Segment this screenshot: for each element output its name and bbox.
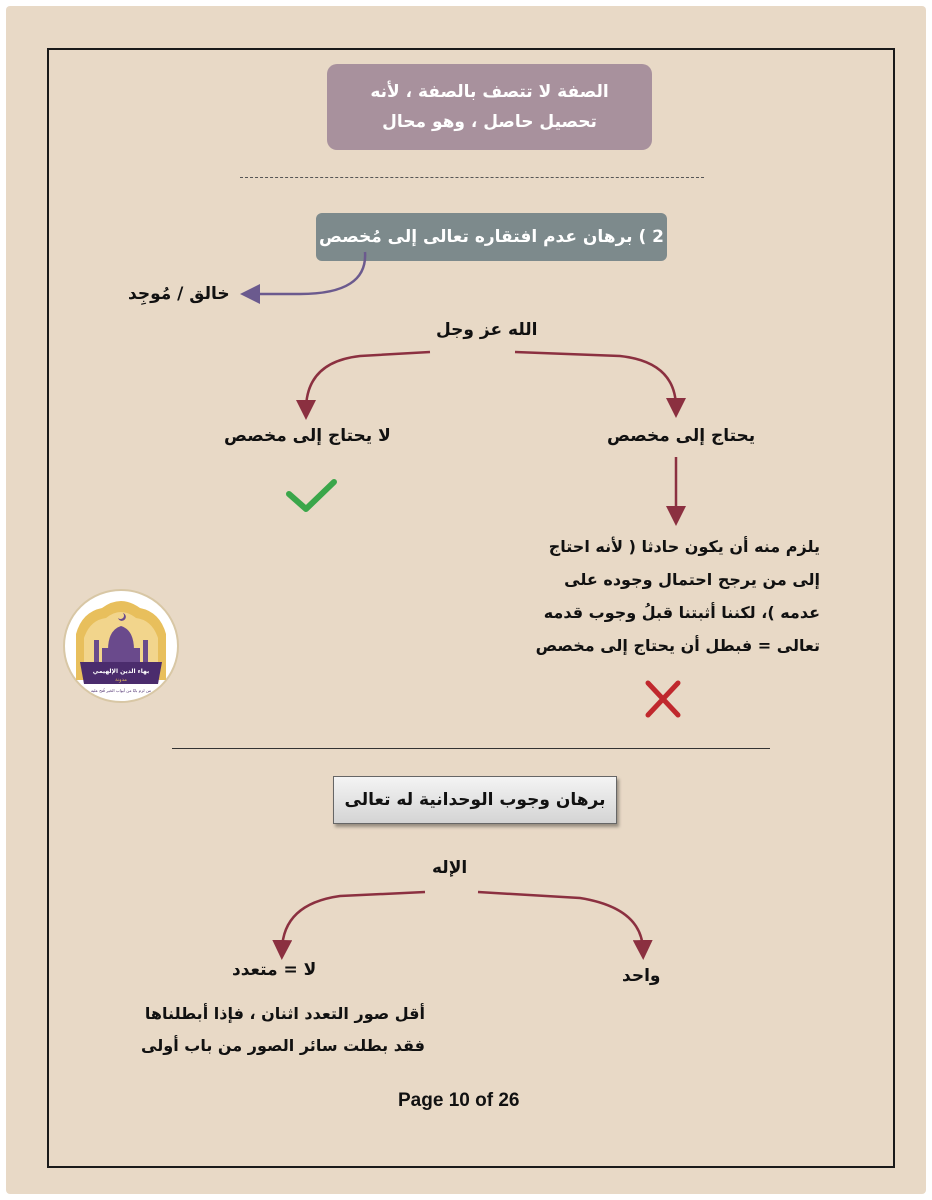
section-3-title: برهان وجوب الوحدانية له تعالى [333, 776, 617, 824]
explanation-line: فقد بطلت سائر الصور من باب أولى [141, 1036, 425, 1055]
arrow-to-one [478, 892, 643, 950]
page-number: Page 10 of 26 [398, 1090, 520, 1111]
logo-motto: من لزم بابًا من أبواب الخير فُتح عليه [90, 688, 152, 693]
creator-label: خالق / مُوجِد [128, 284, 230, 304]
section-2-title: 2 ) برهان عدم افتقاره تعالى إلى مُخصص [316, 213, 667, 261]
branch-multiple: لا = متعدد [232, 960, 317, 980]
arrow-to-creator [250, 252, 365, 294]
root-god: الإله [432, 858, 468, 878]
arrow-to-multiple [282, 892, 425, 950]
logo-name: بهاء الدين الإلهيمي [92, 668, 150, 675]
root-allah: الله عز وجل [436, 320, 538, 340]
branch-no-need: لا يحتاج إلى مخصص [224, 426, 391, 446]
check-icon [289, 482, 334, 509]
logo-subtitle: مدونة [115, 677, 127, 683]
arrow-left-branch [306, 352, 430, 410]
conclusion-line-1: الصفة لا تتصف بالصفة ، لأنه [370, 82, 609, 102]
conclusion-line-2: تحصيل حاصل ، وهو محال [382, 112, 597, 132]
branch-needs: يحتاج إلى مخصص [607, 426, 756, 446]
explanation-line: أقل صور التعدد اثنان ، فإذا أبطلناها [144, 1004, 425, 1023]
explanation-line: عدمه )، لكننا أثبتنا قبلُ وجوب قدمه [543, 603, 820, 622]
explanation-line: إلى من يرجح احتمال وجوده على [564, 570, 820, 589]
cross-icon [648, 683, 678, 715]
explanation-line: يلزم منه أن يكون حادثا ( لأنه احتاج [548, 537, 820, 556]
branch-one: واحد [622, 966, 661, 986]
explanation-line: تعالى = فبطل أن يحتاج إلى مخصص [535, 636, 820, 655]
arrow-right-branch [515, 352, 676, 408]
